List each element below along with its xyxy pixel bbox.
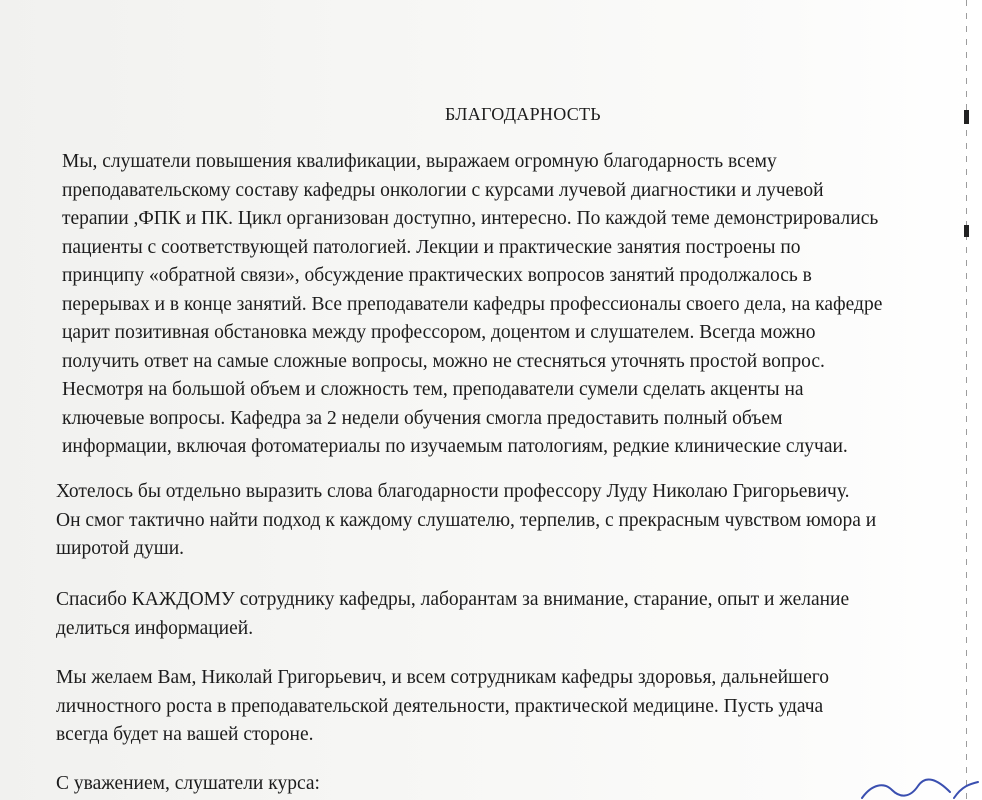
paragraph-thanks-staff: Спасибо КАЖДОМУ сотруднику кафедры, лаборантам за внимание, старание, опыт и желание делиться информацией.	[56, 589, 850, 639]
paragraph-wishes: Мы желаем Вам, Николай Григорьевич, и всем сотрудникам кафедры здоровья, дальнейшего личностного роста в преподавательской деятельности, практической медицине. Пусть удача всегда будет на вашей стороне.	[56, 667, 829, 745]
paragraph-professor: Хотелось бы отдельно выразить слова благодарности профессору Луду Николаю Григорьевичу. Он смог тактично найти подход к каждому слушателю, терпелив, с прекрасным чувством юмора и широтой души.	[56, 481, 877, 559]
paragraph-closing: С уважением, слушатели курса:	[56, 773, 320, 794]
document-title: БЛАГОДАРНОСТЬ	[445, 104, 601, 124]
signature-scribble	[858, 778, 982, 800]
paragraph-gratitude: Мы, слушатели повышения квалификации, выражаем огромную благодарность всему преподавательскому составу кафедры онкологии с курсами лучевой диагностики и лучевой терапии ,ФПК и ПК. Цикл организован доступно, интересно. По каждой теме демонстрировались пациенты с соответствующей патологией. Лекции и практические занятия построены по принципу «обратной связи», обсуждение практических вопросов занятий продолжалось в перерывах и в конце занятий. Все преподаватели кафедры профессионалы своего дела, на кафедре царит позитивная обстановка между профессором, доцентом и слушателем. Всегда можно получить ответ на самые сложные вопросы, можно не стесняться уточнять простой вопрос. Несмотря на большой объем и сложность тем, преподаватели сумели сделать акценты на ключевые вопросы. Кафедра за 2 недели обучения смогла предоставить полный объем информации, включая фотоматериалы по изучаемым патологиям, редкие клинические случаи.	[62, 151, 883, 457]
